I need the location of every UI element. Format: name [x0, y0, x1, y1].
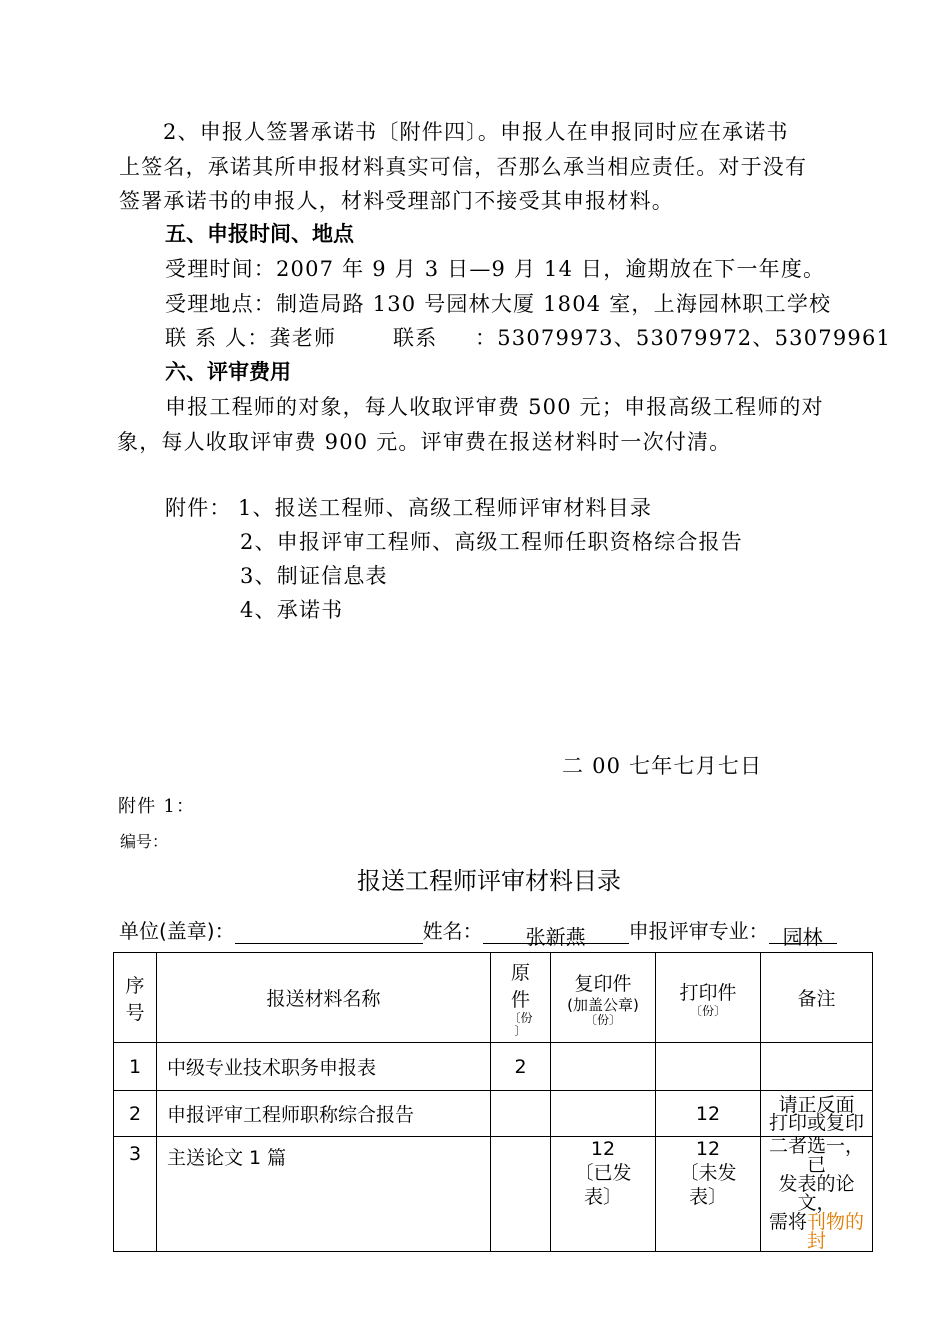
phone-label: 联系 — [393, 326, 438, 350]
attachment-item-1: 1、报送工程师、高级工程师评审材料目录 — [238, 496, 653, 520]
major-value: 园林 — [769, 921, 837, 944]
attachments-label: 附件： — [165, 496, 232, 520]
unit-label: 单位(盖章)： — [119, 919, 235, 943]
fee-line2: 象，每人收取评审费 900 元。评审费在报送材料时一次付清。 — [117, 430, 732, 454]
para2-line1: 2、申报人签署承诺书〔附件四〕。申报人在申报同时应在承诺书 — [163, 120, 789, 144]
table-header-row — [114, 953, 873, 1043]
table-row: 2 申报评审工程师职称综合报告 12 请正反面 打印或复印 — [114, 1091, 873, 1137]
phone-numbers: ：53079973、53079972、53079961 — [475, 326, 892, 350]
name-label: 姓名： — [422, 919, 483, 943]
unit-value — [235, 921, 423, 944]
header-remark: 备注 — [761, 953, 873, 1043]
annex-label: 附件 1： — [118, 796, 196, 817]
para2-line2: 上签名，承诺其所申报材料真实可信，否那么承当相应责任。对于没有 — [119, 155, 808, 179]
header-material-name: 报送材料名称 — [157, 953, 491, 1043]
attachment-item-2: 2、申报评审工程师、高级工程师任职资格综合报告 — [240, 530, 743, 554]
para2-line3: 签署承诺书的申报人，材料受理部门不接受其申报材料。 — [119, 189, 674, 213]
contact-person: 联 系 人：龚老师 — [165, 326, 337, 350]
materials-table — [113, 952, 873, 1252]
header-seq: 序 号 — [114, 953, 157, 1043]
number-label: 编号： — [120, 832, 169, 851]
major-label: 申报评审专业： — [628, 919, 769, 943]
name-value: 张新燕 — [483, 921, 629, 944]
section5-heading: 五、申报时间、地点 — [165, 222, 354, 246]
fee-line1: 申报工程师的对象，每人收取评审费 500 元；申报高级工程师的对 — [165, 395, 824, 419]
header-printed: 打印件 〔份〕 — [656, 953, 761, 1043]
header-copy: 复印件 (加盖公章) 〔份〕 — [551, 953, 656, 1043]
attachment-item-3: 3、制证信息表 — [240, 564, 388, 588]
section6-heading: 六、评审费用 — [165, 360, 291, 384]
document-date: 二 00 七年七月七日 — [562, 754, 763, 778]
receive-place-line: 受理地点：制造局路 130 号园林大厦 1804 室，上海园林职工学校 — [165, 292, 832, 316]
applicant-info-line — [119, 915, 837, 949]
attachment-item-4: 4、承诺书 — [240, 598, 344, 622]
annex-title: 报送工程师评审材料目录 — [357, 867, 621, 895]
table-row: 3 主送论文 1 篇 12 〔已发 表〕 12 〔未发 表〕 二者选一，已 发表的论文， 需将刊物的封 — [114, 1137, 873, 1252]
header-original: 原 件 〔份 〕 — [491, 953, 551, 1043]
receive-time-line: 受理时间：2007 年 9 月 3 日—9 月 14 日，逾期放在下一年度。 — [165, 257, 826, 281]
table-row: 1 中级专业技术职务申报表 2 — [114, 1043, 873, 1091]
